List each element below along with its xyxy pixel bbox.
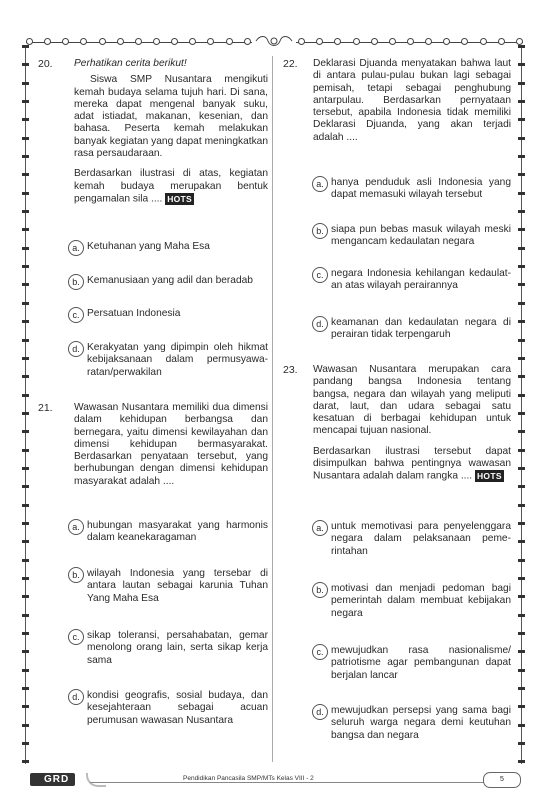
brand-logo: GRD — [30, 773, 75, 786]
border-tick — [22, 540, 29, 543]
option-letter: d. — [68, 341, 84, 357]
border-tick — [22, 430, 29, 433]
option-22b[interactable] — [312, 224, 511, 249]
border-tick — [518, 118, 525, 121]
border-dot — [171, 38, 178, 45]
border-dot — [26, 38, 33, 45]
option-23b[interactable] — [312, 583, 511, 620]
option-letter: a. — [312, 176, 328, 192]
border-tick — [22, 45, 29, 48]
option-22c[interactable] — [312, 268, 511, 293]
border-tick — [518, 265, 525, 268]
question-story: Siswa SMP Nusantara mengikuti kemah budaya selama tujuh hari. Di sana, mereka dapat mengenal banyak suku, adat istiadat, makanan, kesenian, dan bahasa. Peserta kemah melakukan banyak kegiatan yang dapat meningkatkan rasa persaudaraan. — [74, 74, 268, 160]
border-dot — [371, 38, 378, 45]
border-tick — [518, 412, 525, 415]
border-tick — [518, 100, 525, 103]
option-letter: d. — [68, 689, 84, 705]
border-tick — [22, 687, 29, 690]
border-tick — [22, 320, 29, 323]
border-tick — [22, 504, 29, 507]
question-prompt: Deklarasi Djuanda menyatakan bahwa laut di antara pulau-pulau bukan lagi sebagai pemisah, tetapi sebagai penghubung antarpulau. Berdasarkan pernyataan tersebut, apabila Indonesia tidak memiliki Deklarasi Djuanda, yang akan terjadi adalah .... — [313, 58, 511, 143]
page-footer — [30, 770, 521, 788]
border-tick — [518, 687, 525, 690]
border-tick — [518, 705, 525, 708]
option-23c[interactable] — [312, 645, 511, 682]
option-text: wilayah Indonesia yang tersebar di antara lautan sebagai karunia Tuhan Yang Maha Esa — [87, 568, 268, 604]
border-dot — [334, 38, 341, 45]
border-tick — [518, 357, 525, 360]
border-tick — [22, 724, 29, 727]
option-text: keamanan dan kedaulatan negara di perairan tidak terpengaruh — [331, 317, 511, 341]
option-text: Kemanusiaan yang adil dan beradab — [87, 275, 253, 286]
border-tick — [22, 467, 29, 470]
border-dot — [480, 38, 487, 45]
option-23d[interactable] — [312, 705, 511, 742]
question-number: 20. — [38, 58, 53, 70]
border-dot — [80, 38, 87, 45]
border-tick — [518, 449, 525, 452]
ornament-icon — [252, 33, 296, 49]
border-tick — [22, 155, 29, 158]
border-tick — [518, 82, 525, 85]
option-21a[interactable] — [68, 520, 268, 545]
border-tick — [22, 485, 29, 488]
border-dot — [153, 38, 160, 45]
border-tick — [518, 63, 525, 66]
border-tick — [518, 760, 525, 763]
border-tick — [518, 45, 525, 48]
border-tick — [518, 669, 525, 672]
border-dot — [189, 38, 196, 45]
border-dot — [461, 38, 468, 45]
border-tick — [22, 100, 29, 103]
footer-curve — [86, 773, 106, 787]
option-text: Persatuan Indonesia — [87, 308, 181, 319]
border-tick — [518, 228, 525, 231]
border-tick — [22, 228, 29, 231]
option-text: hubungan masyarakat yang harmonis dalam keanekaragaman — [87, 520, 268, 544]
border-tick — [518, 540, 525, 543]
border-tick — [518, 559, 525, 562]
option-letter: b. — [68, 567, 84, 583]
border-tick — [518, 724, 525, 727]
question-number: 22. — [283, 58, 298, 70]
option-20b[interactable] — [68, 275, 268, 287]
question-number: 21. — [38, 402, 53, 414]
border-tick — [518, 485, 525, 488]
option-letter: c. — [312, 267, 328, 283]
border-tick — [22, 449, 29, 452]
border-dot — [207, 38, 214, 45]
option-21c[interactable] — [68, 630, 268, 667]
option-text: mewujudkan rasa nasionalisme/ patriotisme agar pembangunan dapat berjalan lancar — [331, 645, 511, 681]
border-dot — [244, 38, 251, 45]
border-tick — [22, 82, 29, 85]
border-tick — [22, 522, 29, 525]
border-tick — [22, 705, 29, 708]
option-20d[interactable] — [68, 342, 268, 379]
border-dot — [425, 38, 432, 45]
border-dot — [298, 38, 305, 45]
left-border — [22, 45, 30, 764]
border-tick — [22, 247, 29, 250]
border-tick — [518, 192, 525, 195]
border-tick — [22, 283, 29, 286]
page-number: 5 — [483, 772, 521, 788]
border-tick — [518, 210, 525, 213]
border-tick — [518, 394, 525, 397]
border-tick — [518, 320, 525, 323]
question-heading: Perhatikan cerita berikut! — [74, 58, 187, 69]
border-tick — [518, 650, 525, 653]
option-letter: a. — [68, 240, 84, 256]
hots-badge: HOTS — [167, 193, 193, 204]
option-text: hanya penduduk asli Indonesia yang dapat memasuki wilayah tersebut — [331, 177, 511, 201]
option-text: kondisi geografis, sosial budaya, dan kesejahteraan sebagai acuan perumusan wawasan Nusantara — [87, 690, 268, 726]
border-tick — [518, 522, 525, 525]
border-dot — [117, 38, 124, 45]
option-letter: c. — [312, 644, 328, 660]
option-letter: b. — [312, 582, 328, 598]
border-tick — [22, 412, 29, 415]
border-tick — [22, 265, 29, 268]
question-prompt: Berdasarkan ilustrasi tersebut dapat disimpulkan bahwa pentingnya wawasan Nusantara adalah dalam rangka .... — [313, 445, 511, 483]
border-tick — [22, 669, 29, 672]
border-tick — [22, 559, 29, 562]
right-border — [518, 45, 526, 764]
border-tick — [22, 118, 29, 121]
border-tick — [518, 339, 525, 342]
option-21b[interactable] — [68, 568, 268, 605]
option-20c[interactable] — [68, 308, 268, 320]
border-tick — [518, 302, 525, 305]
border-dot — [498, 38, 505, 45]
border-tick — [22, 650, 29, 653]
option-letter: b. — [68, 274, 84, 290]
border-dot — [99, 38, 106, 45]
question-story: Wawasan Nusantara merupakan cara pandang bangsa Indonesia tentang bangsa, negara dan wilayah yang meliputi darat, laut, dan udara sebagai satu kesatuan di berbagai kehidupan untuk mencapai tujuan nasional. — [313, 364, 511, 437]
border-tick — [518, 595, 525, 598]
book-title: Pendidikan Pancasila SMP/MTs Kelas VIII - 2 — [180, 775, 317, 782]
footer-rule — [90, 782, 485, 783]
option-text: mewujudkan persepsi yang sama bagi seluruh warga negara demi keutuhan bangsa dan negara — [331, 705, 511, 741]
option-text: negara Indonesia kehilangan kedaulat-an atas wilayah perairannya — [331, 268, 511, 292]
border-dot — [316, 38, 323, 45]
option-text: Ketuhanan yang Maha Esa — [87, 241, 210, 252]
border-tick — [22, 63, 29, 66]
border-tick — [518, 577, 525, 580]
border-tick — [22, 760, 29, 763]
hots-badge: HOTS — [476, 471, 502, 482]
border-dot — [226, 38, 233, 45]
border-tick — [518, 467, 525, 470]
border-tick — [22, 577, 29, 580]
border-dot — [353, 38, 360, 45]
border-tick — [22, 210, 29, 213]
border-dot — [443, 38, 450, 45]
question-prompt: Wawasan Nusantara memiliki dua dimensi dalam kehidupan berbangsa dan bernegara, yaitu dimensi kewilayahan dan dimensi kehidupan bermasyarakat. Berdasarkan penyataan tersebut, yang berhubungan dengan dimensi kehidupan masyarakat adalah .... — [74, 402, 268, 487]
option-20a[interactable] — [68, 241, 268, 253]
border-tick — [518, 742, 525, 745]
option-text: siapa pun bebas masuk wilayah meski mengancam kedaulatan negara — [331, 224, 511, 248]
option-text: Kerakyatan yang dipimpin oleh hikmat kebijaksanaan dalam permusyawa-ratan/perwakilan — [87, 342, 268, 378]
border-tick — [22, 137, 29, 140]
border-tick — [22, 375, 29, 378]
border-tick — [518, 173, 525, 176]
border-tick — [518, 155, 525, 158]
option-letter: b. — [312, 223, 328, 239]
column-divider — [272, 56, 273, 762]
question-prompt: Berdasarkan ilustrasi di atas, kegiatan kemah budaya merupakan bentuk pengamalan sila .... — [74, 168, 268, 205]
border-tick — [518, 283, 525, 286]
border-dot — [44, 38, 51, 45]
border-tick — [22, 339, 29, 342]
border-tick — [22, 632, 29, 635]
border-tick — [518, 430, 525, 433]
option-letter: a. — [312, 520, 328, 536]
border-dot — [516, 38, 523, 45]
border-tick — [22, 302, 29, 305]
option-text: motivasi dan menjadi pedoman bagi pemerintah dalam membuat kebijakan negara — [331, 583, 511, 619]
border-tick — [22, 192, 29, 195]
border-dot — [135, 38, 142, 45]
option-letter: c. — [68, 629, 84, 645]
border-tick — [518, 247, 525, 250]
border-dot — [407, 38, 414, 45]
option-text: untuk memotivasi para penyelenggara negara dalam pelaksanaan peme-rintahan — [331, 521, 511, 557]
option-21d[interactable] — [68, 690, 268, 727]
option-letter: d. — [312, 704, 328, 720]
option-22d[interactable] — [312, 317, 511, 342]
border-dot — [62, 38, 69, 45]
border-tick — [22, 357, 29, 360]
option-letter: c. — [68, 307, 84, 323]
border-tick — [22, 173, 29, 176]
border-tick — [518, 375, 525, 378]
border-tick — [518, 614, 525, 617]
border-tick — [22, 595, 29, 598]
question-number: 23. — [283, 364, 298, 376]
option-22a[interactable] — [312, 177, 511, 202]
border-tick — [22, 394, 29, 397]
option-text: sikap toleransi, persahabatan, gemar menolong orang lain, serta sikap kerja sama — [87, 630, 268, 666]
option-23a[interactable] — [312, 521, 511, 558]
border-tick — [22, 614, 29, 617]
option-letter: a. — [68, 519, 84, 535]
border-tick — [22, 742, 29, 745]
border-tick — [518, 504, 525, 507]
option-letter: d. — [312, 316, 328, 332]
border-tick — [518, 137, 525, 140]
border-dot — [389, 38, 396, 45]
border-tick — [518, 632, 525, 635]
